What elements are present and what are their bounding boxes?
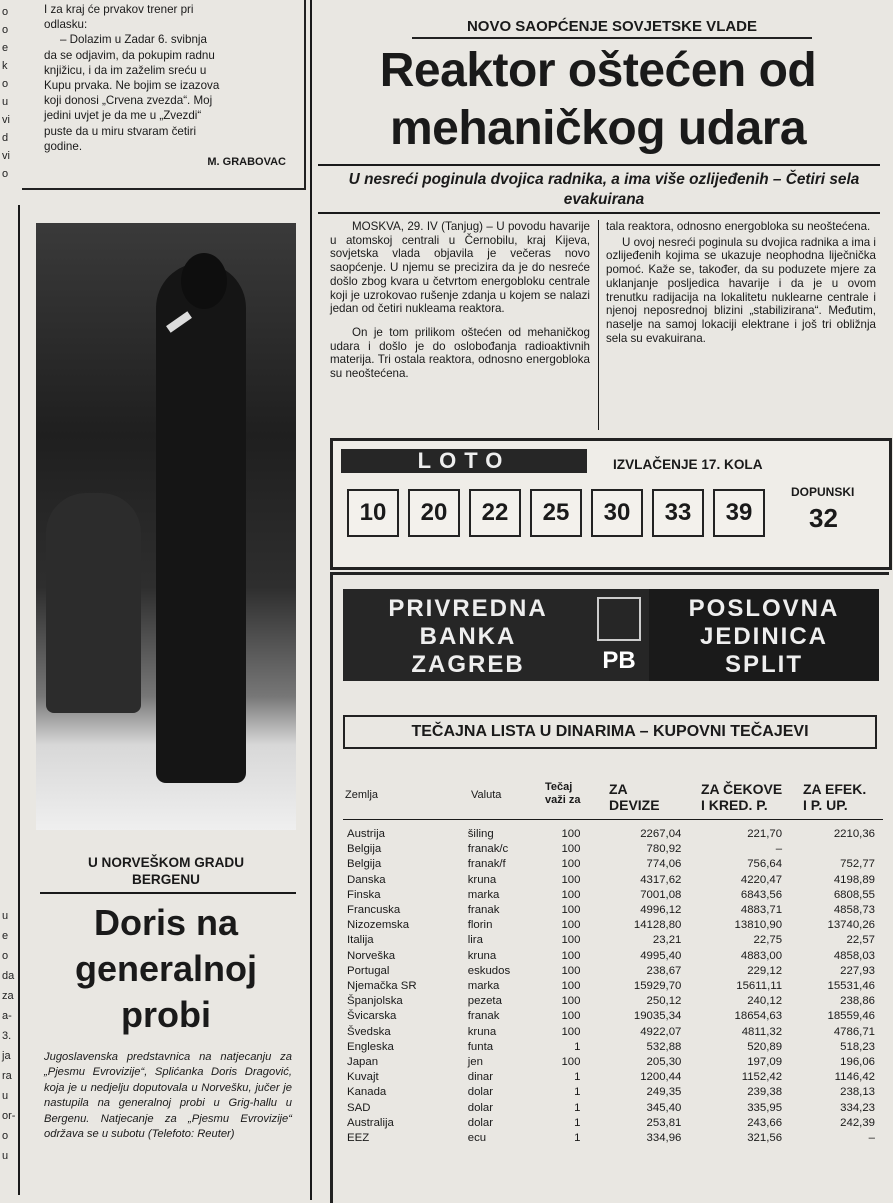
rate-devize: 1200,44	[640, 1071, 682, 1084]
rate-currency: kruna	[467, 1025, 497, 1038]
loto-number: 22	[469, 489, 521, 537]
edge-fragment: u	[2, 1150, 9, 1162]
edge-fragment: u	[2, 1090, 9, 1102]
edge-fragment: d	[2, 132, 9, 144]
loto-draw-label: IZVLAČENJE 17. KOLA	[613, 457, 763, 472]
rate-country: Švedska	[347, 1025, 391, 1038]
bank-logo-letters: PB	[602, 647, 636, 674]
rate-efektiva: 334,23	[840, 1101, 875, 1114]
loto-numbers	[347, 485, 787, 545]
rate-cekove: 240,12	[747, 995, 783, 1008]
doris-headline-line-3: probi	[121, 994, 211, 1035]
rate-country: SAD	[347, 1101, 371, 1114]
hdr-tecaj-l1: Tečaj	[545, 781, 573, 793]
edge-fragment: or-	[2, 1110, 16, 1122]
musician-figure	[46, 493, 141, 713]
rate-country: Belgija	[347, 858, 382, 871]
edge-fragment: u	[2, 910, 9, 922]
exchange-table-title: TEČAJNA LISTA U DINARIMA – KUPOVNI TEČAJEVI	[343, 715, 877, 749]
rate-efektiva: 227,93	[840, 964, 875, 977]
rate-unit: 1	[574, 1071, 581, 1084]
reactor-headline-rule	[318, 164, 880, 166]
left-article-text	[44, 2, 299, 154]
loto-bonus-label: DOPUNSKI	[791, 485, 855, 499]
rate-cekove: 243,66	[747, 1116, 783, 1129]
rate-efektiva: 13740,26	[827, 919, 875, 932]
rate-country: EEZ	[347, 1132, 370, 1145]
rate-efektiva: 4198,89	[833, 873, 875, 886]
rate-efektiva: 22,57	[846, 934, 875, 947]
edge-fragment: ra	[2, 1070, 12, 1082]
rate-row	[347, 964, 875, 979]
rate-unit: 100	[561, 904, 581, 917]
rate-unit: 100	[561, 843, 581, 856]
rate-cekove: 18654,63	[734, 1010, 783, 1023]
rate-unit: 100	[561, 873, 581, 886]
rate-cekove: 229,12	[747, 964, 783, 977]
rate-cekove: 520,89	[747, 1040, 783, 1053]
left-article-line: – Dolazim u Zadar 6. svibnja	[60, 33, 207, 47]
edge-fragment: vi	[2, 150, 10, 162]
rate-currency: marka	[467, 980, 500, 993]
rate-row	[347, 1009, 875, 1024]
left-article-line: puste da u miru stvaram četiri	[44, 124, 197, 138]
rate-currency: kruna	[467, 949, 497, 962]
edge-fragment: e	[2, 42, 9, 54]
rate-row	[347, 979, 875, 994]
hdr-efek	[803, 781, 866, 813]
rate-row	[347, 1070, 875, 1085]
rate-cekove: 221,70	[747, 828, 783, 840]
rate-row	[347, 1025, 875, 1040]
rate-cekove: 6843,56	[740, 888, 783, 901]
bank-banner	[343, 589, 879, 681]
reactor-col-2-para-1: tala reaktora, odnosno energobloka su neoštećena.	[606, 220, 871, 233]
bank-left-line-1: PRIVREDNA	[388, 595, 548, 622]
rate-efektiva: –	[868, 1132, 875, 1145]
rate-efektiva: 18559,46	[827, 1010, 875, 1023]
hdr-cekove	[701, 781, 782, 813]
doris-photo	[36, 223, 296, 830]
rate-devize: 23,21	[652, 934, 682, 947]
rate-cekove: 197,09	[747, 1056, 783, 1069]
left-article-author: M. GRABOVAC	[207, 156, 286, 168]
hdr-valuta: Valuta	[471, 789, 502, 801]
edge-fragment: e	[2, 930, 9, 942]
left-article-line: godine.	[44, 139, 83, 153]
loto-bonus-number: 32	[809, 503, 838, 533]
caption-kicker-line-2: BERGENU	[132, 872, 200, 887]
rate-country: Portugal	[347, 964, 390, 977]
rate-row	[347, 1040, 875, 1055]
rate-cekove: 4220,47	[740, 873, 783, 886]
rate-currency: dolar	[467, 1116, 494, 1129]
singer-figure	[156, 263, 246, 783]
rate-devize: 4995,40	[640, 949, 682, 962]
rate-country: Japan	[347, 1056, 379, 1069]
rate-cekove: 321,56	[747, 1132, 783, 1145]
left-article-line: I za kraj će prvakov trener pri	[44, 3, 194, 16]
reactor-headline-line-1: Reaktor oštećen od	[379, 44, 817, 97]
reactor-subhead-rule	[318, 212, 880, 214]
rate-efektiva: 4786,71	[833, 1025, 875, 1038]
rate-cekove: 22,75	[753, 934, 783, 947]
rate-row	[347, 933, 875, 948]
rate-devize: 4996,12	[640, 904, 682, 917]
rate-unit: 100	[561, 888, 581, 901]
rate-unit: 100	[561, 964, 581, 977]
reactor-col-2-para-2: U ovoj nesreći poginula su dvojica radnika a ima i ozlijeđenih kojima se ukazuje neophodna liječnička pomoć. Kaže se, također, da su poduzete mjere za uklanjanje posljedica havarije i da je u ovom trenutku radijacija na lokalitetu nuklearne centrale i njenoj neposrednoj blizini „stabilizirana“. Međutim, naselje na samoj lokaciji elektrane i još tri obližnja sela su evakuirana.	[606, 235, 876, 345]
rate-currency: lira	[467, 934, 483, 947]
singer-head	[181, 253, 227, 309]
rate-row	[347, 827, 875, 842]
rate-currency: pezeta	[467, 995, 502, 1008]
rate-unit: 100	[561, 1056, 581, 1069]
rate-unit: 1	[574, 1116, 581, 1129]
rate-devize: 14128,80	[633, 919, 682, 932]
left-article-line: Kupu prvaka. Ne bojim se izazova	[44, 79, 220, 93]
caption-kicker-line-1: U NORVEŠKOM GRADU	[87, 855, 245, 870]
hdr-cekove-l1: ZA ČEKOVE	[701, 781, 783, 797]
edge-fragment: da	[2, 970, 15, 982]
rate-row	[347, 1101, 875, 1116]
rate-country: Australija	[347, 1116, 394, 1129]
edge-fragment: vi	[2, 114, 10, 126]
rate-unit: 100	[561, 919, 581, 932]
reactor-subhead: U nesreći poginula dvojica radnika, a ima više ozlijeđenih – Četiri sela evakuirana	[348, 171, 860, 208]
edge-fragment: o	[2, 24, 9, 36]
rate-devize: 7001,08	[640, 888, 682, 901]
rate-row	[347, 1055, 875, 1070]
right-column-rule	[310, 0, 312, 1200]
rate-devize: 4317,62	[640, 873, 682, 886]
bank-ad	[330, 572, 889, 1203]
rate-devize: 250,12	[646, 995, 682, 1008]
rate-row	[347, 949, 875, 964]
rate-country: Španjolska	[347, 995, 403, 1008]
edge-fragment: k	[2, 60, 8, 72]
rate-efektiva: 196,06	[840, 1056, 875, 1069]
rate-cekove: 335,95	[747, 1101, 783, 1114]
rate-efektiva: 1146,42	[834, 1071, 875, 1084]
rate-row	[347, 857, 875, 872]
left-article-line: odlasku:	[44, 18, 88, 32]
rate-row	[347, 903, 875, 918]
rate-currency: marka	[467, 888, 500, 901]
hdr-zemlja: Zemlja	[345, 789, 379, 801]
edge-fragment: o	[2, 1130, 9, 1142]
rate-efektiva: 4858,73	[833, 904, 875, 917]
rate-unit: 100	[561, 949, 581, 962]
rate-cekove: 4811,32	[741, 1025, 783, 1038]
rate-currency: šiling	[467, 828, 494, 840]
rate-country: Belgija	[347, 843, 382, 856]
hdr-efek-l1: ZA EFEK.	[803, 781, 867, 797]
reactor-kicker: NOVO SAOPĆENJE SOVJETSKE VLADE	[412, 18, 812, 39]
left-article-line: koji donosi „Crvena zvezda“. Moj	[44, 94, 213, 108]
edge-fragment: 3.	[2, 1030, 12, 1042]
rate-cekove: –	[775, 843, 783, 856]
caption-rule	[40, 892, 296, 894]
rate-row	[347, 1085, 875, 1100]
edge-fragment: ja	[2, 1050, 11, 1062]
rate-currency: dolar	[467, 1086, 494, 1099]
rate-devize: 345,40	[646, 1101, 682, 1114]
rate-currency: dinar	[467, 1071, 494, 1084]
rate-devize: 532,88	[646, 1040, 682, 1053]
rate-unit: 1	[574, 1086, 581, 1099]
hdr-devize	[609, 781, 660, 813]
rate-devize: 205,30	[646, 1056, 682, 1069]
rate-row	[347, 873, 875, 888]
rate-unit: 100	[561, 1025, 581, 1038]
rate-efektiva: 2210,36	[833, 828, 875, 840]
loto-number: 39	[713, 489, 765, 537]
edge-fragment: o	[2, 950, 9, 962]
rate-row	[347, 1131, 875, 1146]
rate-unit: 100	[561, 828, 581, 840]
left-article-line: knjižicu, i da im zaželim sreću u	[44, 63, 207, 77]
rate-country: Engleska	[347, 1040, 394, 1053]
left-edge-column-fragments	[0, 0, 14, 1200]
rate-country: Nizozemska	[347, 919, 410, 932]
loto-number: 25	[530, 489, 582, 537]
rate-country: Finska	[347, 888, 381, 901]
doris-body: Jugoslavenska predstavnica na natjecanju za „Pjesmu Evrovizije“, Splićanka Doris Dragović, koja je u nedjelju doputovala u Norvešku, jučer je nastupila na generalnoj probi u Grig-hallu u Bergenu. Natjecanje za „Pjesmu Evrovizije“ održava se u subotu (Telefoto: Reuter)	[44, 1051, 292, 1141]
edge-fragment: o	[2, 168, 9, 180]
edge-fragment: o	[2, 78, 9, 90]
hdr-tecaj	[545, 781, 580, 807]
rate-devize: 15929,70	[633, 980, 682, 993]
rate-row	[347, 1116, 875, 1131]
table-header-rule	[343, 819, 883, 820]
bank-name-left	[353, 595, 583, 679]
rate-row	[347, 918, 875, 933]
rate-cekove: 4883,00	[740, 949, 783, 962]
photo-caption-kicker	[36, 854, 296, 888]
rate-devize: 4922,07	[640, 1025, 682, 1038]
bank-right-line-1: POSLOVNA	[688, 595, 840, 622]
rate-unit: 100	[561, 858, 581, 871]
rate-country: Kuvajt	[347, 1071, 379, 1084]
rate-devize: 334,96	[646, 1132, 682, 1145]
rate-cekove: 239,38	[747, 1086, 783, 1099]
loto-number: 33	[652, 489, 704, 537]
hdr-devize-l2: DEVIZE	[609, 797, 660, 813]
bank-logo-icon	[597, 597, 641, 641]
rate-country: Njemačka SR	[347, 980, 417, 993]
left-article-line: da se odjavim, da pokupim radnu	[44, 48, 215, 62]
hdr-tecaj-l2: važi za	[545, 794, 581, 806]
rate-devize: 19035,34	[633, 1010, 682, 1023]
edge-fragment: u	[2, 96, 9, 108]
loto-number: 10	[347, 489, 399, 537]
rate-efektiva: 4858,03	[833, 949, 875, 962]
rate-currency: franak	[467, 904, 500, 917]
left-article-line: jedini uvjet je da me u „Zvezdi“	[44, 109, 202, 123]
doris-headline	[36, 900, 296, 1038]
rate-efektiva: 242,39	[840, 1116, 875, 1129]
rate-currency: kruna	[467, 873, 497, 886]
exchange-rates-table	[347, 827, 875, 1146]
rate-devize: 2267,04	[640, 828, 682, 840]
rate-unit: 1	[574, 1101, 581, 1114]
rate-cekove: 15611,11	[736, 980, 783, 993]
reactor-col-1-para-2: On je tom prilikom oštećen od mehaničkog udara i došlo je do oslobođanja radioaktivnih materija. Tri ostala reaktora, odnosno energobloka su neoštećena.	[330, 325, 590, 381]
doris-headline-line-1: Doris na	[93, 902, 239, 943]
bank-left-line-2: BANKA	[419, 623, 517, 650]
reactor-col-1-para-1: MOSKVA, 29. IV (Tanjug) – U povodu havarije u atomskoj centrali u Černobilu, kraj Kijeva, sovjetska vlada objavila je večeras novo saopćenje. U njemu se precizira da je do nesreće došlo zbog kvara u četvrtom energobloku centrale koji je uzrokovao rušenje zdanja u kojem se nalazi jedan od četiri nukleama reaktora.	[330, 220, 590, 316]
rate-currency: franak/c	[467, 843, 509, 856]
loto-panel	[330, 438, 892, 570]
rate-currency: eskudos	[467, 964, 511, 977]
rate-country: Austrija	[347, 828, 385, 840]
rate-currency: franak/f	[467, 858, 506, 871]
rate-efektiva: 238,13	[840, 1086, 875, 1099]
reactor-col-rule	[598, 220, 599, 430]
rate-devize: 780,92	[646, 843, 682, 856]
rate-country: Švicarska	[347, 1010, 397, 1023]
rate-efektiva: 752,77	[840, 858, 875, 871]
loto-number: 20	[408, 489, 460, 537]
left-article-fragment	[22, 0, 306, 190]
rate-row	[347, 842, 875, 857]
rate-unit: 100	[561, 1010, 581, 1023]
edge-fragment: za	[2, 990, 14, 1002]
loto-title: LOTO	[341, 449, 587, 473]
rate-currency: funta	[467, 1040, 494, 1053]
rate-unit: 100	[561, 995, 581, 1008]
rate-country: Danska	[347, 873, 386, 886]
rate-unit: 1	[574, 1040, 581, 1053]
doris-headline-line-2: generalnoj	[74, 948, 258, 989]
edge-fragment: o	[2, 6, 9, 18]
rate-unit: 100	[561, 980, 581, 993]
rate-efektiva	[782, 842, 875, 857]
edge-fragment: a-	[2, 1010, 12, 1022]
bank-right-line-2: JEDINICA	[699, 623, 829, 650]
hdr-devize-l1: ZA	[609, 781, 628, 797]
rate-currency: florin	[467, 919, 493, 932]
rate-cekove: 4883,71	[740, 904, 783, 917]
rate-efektiva: 15531,46	[827, 980, 875, 993]
rate-devize: 238,67	[646, 964, 682, 977]
reactor-headline	[318, 42, 878, 158]
rate-row	[347, 994, 875, 1009]
rate-devize: 774,06	[646, 858, 682, 871]
rate-efektiva: 6808,55	[833, 888, 875, 901]
rate-efektiva: 238,86	[840, 995, 875, 1008]
rate-cekove: 756,64	[747, 858, 783, 871]
rate-country: Italija	[347, 934, 374, 947]
rate-cekove: 1152,42	[741, 1071, 783, 1084]
rate-country: Kanada	[347, 1086, 387, 1099]
bank-left-line-3: ZAGREB	[411, 651, 525, 678]
bank-name-right	[649, 595, 879, 679]
reactor-headline-line-2: mehaničkog udara	[389, 102, 807, 155]
bank-right-line-3: SPLIT	[724, 651, 803, 678]
rate-currency: ecu	[467, 1132, 487, 1145]
hdr-efek-l2: I P. UP.	[803, 797, 848, 813]
rate-currency: franak	[467, 1010, 500, 1023]
loto-number: 30	[591, 489, 643, 537]
reactor-col-1	[330, 220, 590, 381]
rate-devize: 253,81	[646, 1116, 682, 1129]
rate-unit: 1	[574, 1132, 581, 1145]
rate-country: Francuska	[347, 904, 401, 917]
rate-country: Norveška	[347, 949, 396, 962]
rate-currency: jen	[467, 1056, 483, 1069]
rate-currency: dolar	[467, 1101, 494, 1114]
reactor-col-2	[606, 220, 876, 345]
rate-unit: 100	[561, 934, 581, 947]
rate-devize: 249,35	[646, 1086, 682, 1099]
rate-cekove: 13810,90	[734, 919, 783, 932]
rate-efektiva: 518,23	[840, 1040, 875, 1053]
column-rule	[18, 205, 20, 1195]
rate-row	[347, 888, 875, 903]
hdr-cekove-l2: I KRED. P.	[701, 797, 768, 813]
